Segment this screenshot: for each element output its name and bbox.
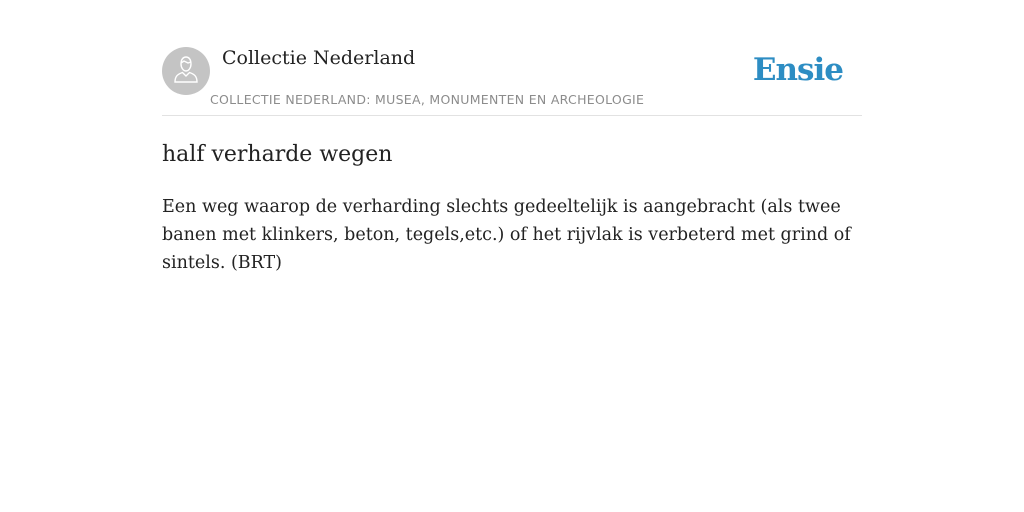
definition-card [162,47,862,277]
avatar[interactable] [162,47,210,95]
brand-logo[interactable]: Ensie [752,52,843,88]
card-header [162,47,862,116]
term-title: half verharde wegen [162,142,393,167]
definition-text: Een weg waarop de verharding slechts gedeeltelijk is aangebracht (als twee banen met klinkers, beton, tegels,etc.) of het rijvlak is verbeterd met grind of sintels. (BRT) [162,197,851,273]
source-label: COLLECTIE NEDERLAND: MUSEA, MONUMENTEN EN ARCHEOLOGIE [210,92,645,107]
user-icon [172,54,200,89]
author-name[interactable]: Collectie Nederland [222,47,416,69]
